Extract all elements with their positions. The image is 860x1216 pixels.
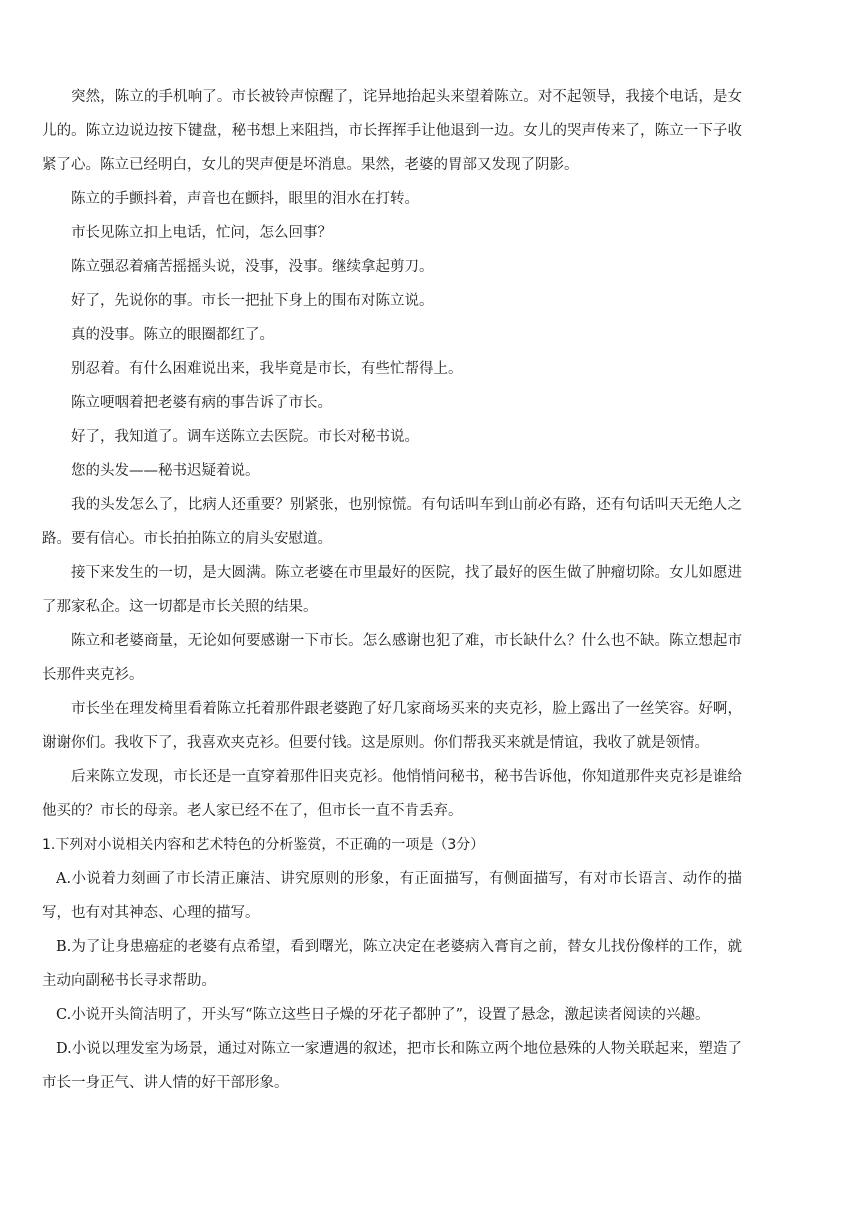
option-c: C.小说开头简洁明了，开头写“陈立这些日子燥的牙花子都肿了”，设置了悬念，激起读者阅读的兴趣。 xyxy=(56,1007,710,1023)
story-paragraph: 陈立和老婆商量，无论如何要感谢一下市长。怎么感谢也犯了难，市长缺什么？什么也不缺。陈立想起市长那件夹克衫。 xyxy=(42,633,742,683)
story-paragraph: 好了，我知道了。调车送陈立去医院。市长对秘书说。 xyxy=(71,429,419,445)
story-paragraph: 后来陈立发现，市长还是一直穿着那件旧夹克衫。他悄悄问秘书，秘书告诉他，你知道那件夹克衫是谁给他买的？市长的母亲。老人家已经不在了，但市长一直不肯丢弃。 xyxy=(42,769,742,819)
story-paragraph: 市长坐在理发椅里看着陈立托着那件跟老婆跑了好几家商场买来的夹克衫，脸上露出了一丝笑容。好啊，谢谢你们。我收下了，我喜欢夹克衫。但要付钱。这是原则。你们帮我买来就是情谊，我收了就是领情。 xyxy=(42,701,742,751)
story-paragraph: 市长见陈立扣上电话，忙问，怎么回事？ xyxy=(71,225,332,241)
option-d: D.小说以理发室为场景，通过对陈立一家遭遇的叙述，把市长和陈立两个地位悬殊的人物关联起来，塑造了市长一身正气、讲人情的好干部形象。 xyxy=(42,1041,742,1091)
story-paragraph: 陈立强忍着痛苦摇摇头说，没事，没事。继续拿起剪刀。 xyxy=(71,259,434,275)
story-paragraph: 别忍着。有什么困难说出来，我毕竟是市长，有些忙帮得上。 xyxy=(71,361,463,377)
story-paragraph: 我的头发怎么了，比病人还重要？别紧张，也别惊慌。有句话叫车到山前必有路，还有句话叫天无绝人之路。要有信心。市长拍拍陈立的肩头安慰道。 xyxy=(42,497,742,547)
story-paragraph: 陈立的手颤抖着，声音也在颤抖，眼里的泪水在打转。 xyxy=(71,191,419,207)
option-b: B.为了让身患癌症的老婆有点希望，看到曙光，陈立决定在老婆病入膏肓之前，替女儿找份像样的工作，就主动向副秘书长寻求帮助。 xyxy=(42,939,742,989)
story-paragraph: 接下来发生的一切，是大圆满。陈立老婆在市里最好的医院，找了最好的医生做了肿瘤切除。女儿如愿进了那家私企。这一切都是市长关照的结果。 xyxy=(42,565,742,615)
document-page xyxy=(42,80,742,1100)
story-paragraph: 陈立哽咽着把老婆有病的事告诉了市长。 xyxy=(71,395,332,411)
story-paragraph: 突然，陈立的手机响了。市长被铃声惊醒了，诧异地抬起头来望着陈立。对不起领导，我接个电话，是女儿的。陈立边说边按下键盘，秘书想上来阻挡，市长挥挥手让他退到一边。女儿的哭声传来了，陈立一下子收紧了心。陈立已经明白，女儿的哭声便是坏消息。果然，老婆的胃部又发现了阴影。 xyxy=(42,89,742,173)
story-body xyxy=(42,80,742,828)
story-paragraph: 您的头发——秘书迟疑着说。 xyxy=(71,463,260,479)
option-a: A.小说着力刻画了市长清正廉洁、讲究原则的形象，有正面描写，有侧面描写，有对市长语言、动作的描写，也有对其神态、心理的描写。 xyxy=(42,871,742,921)
question-block xyxy=(42,828,742,1100)
question-stem: 1.下列对小说相关内容和艺术特色的分析鉴赏，不正确的一项是（3分） xyxy=(42,837,485,853)
story-paragraph: 好了，先说你的事。市长一把扯下身上的围布对陈立说。 xyxy=(71,293,434,309)
story-paragraph: 真的没事。陈立的眼圈都红了。 xyxy=(71,327,274,343)
